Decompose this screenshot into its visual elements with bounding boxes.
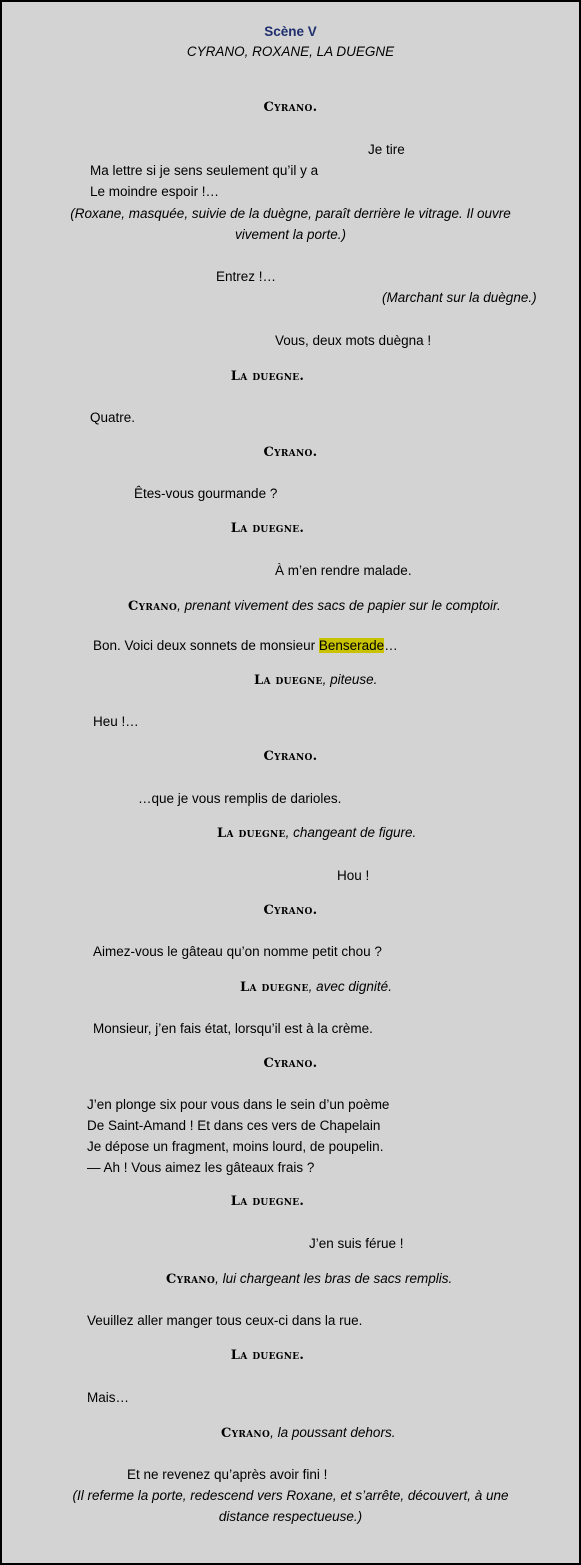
verse-line: Veuillez aller manger tous ceux-ci dans la rue. bbox=[87, 1313, 363, 1328]
speaker-heading: La duegne. bbox=[230, 369, 305, 384]
verse-line: Hou ! bbox=[337, 868, 370, 883]
speaker-heading bbox=[128, 597, 501, 616]
verse-line: Aimez-vous le gâteau qu’on nomme petit chou ? bbox=[93, 944, 382, 959]
highlighted-word: Benserade bbox=[318, 638, 385, 653]
verse-line: J’en suis férue ! bbox=[309, 1236, 404, 1251]
speaker-name: La duegne bbox=[254, 673, 323, 688]
stage-direction: (Marchant sur la duègne.) bbox=[382, 290, 537, 305]
verse-line: À m’en rendre malade. bbox=[275, 563, 412, 578]
verse-line: — Ah ! Vous aimez les gâteaux frais ? bbox=[87, 1160, 315, 1175]
speaker-name: Cyrano bbox=[221, 1426, 271, 1441]
verse-text: … bbox=[384, 638, 398, 653]
scene-title: Scène V bbox=[264, 24, 317, 39]
verse-line: Heu !… bbox=[93, 714, 139, 729]
speaker-name: La duegne bbox=[217, 826, 286, 841]
stage-direction: , prenant vivement des sacs de papier sur le comptoir. bbox=[177, 598, 501, 613]
verse-line: Quatre. bbox=[90, 410, 136, 425]
verse-line: Êtes-vous gourmande ? bbox=[134, 486, 278, 501]
speaker-heading: La duegne. bbox=[230, 521, 305, 536]
speaker-heading: La duegne. bbox=[230, 1348, 305, 1363]
stage-direction: , piteuse. bbox=[322, 672, 378, 687]
verse-line: Je tire bbox=[368, 142, 405, 157]
verse-line: …que je vous remplis de darioles. bbox=[138, 791, 342, 806]
speaker-heading bbox=[217, 824, 416, 843]
verse-line: Vous, deux mots duègna ! bbox=[275, 333, 432, 348]
speaker-name: La duegne bbox=[240, 980, 309, 995]
speaker-heading bbox=[254, 671, 377, 690]
verse-line: Mais… bbox=[87, 1390, 130, 1405]
speaker-name: Cyrano bbox=[166, 1272, 216, 1287]
verse-line bbox=[93, 637, 398, 655]
stage-direction: (Roxane, masquée, suivie de la duègne, paraît derrière le vitrage. Il ouvre bbox=[70, 206, 511, 221]
speaker-heading: Cyrano. bbox=[263, 1056, 318, 1071]
verse-line: Monsieur, j’en fais état, lorsqu’il est à la crème. bbox=[93, 1021, 373, 1036]
verse-line: Ma lettre si je sens seulement qu’il y a bbox=[90, 163, 319, 178]
verse-line: J’en plonge six pour vous dans le sein d’un poème bbox=[87, 1097, 390, 1112]
stage-direction: , avec dignité. bbox=[308, 979, 392, 994]
speaker-heading bbox=[240, 978, 392, 997]
stage-direction: distance respectueuse.) bbox=[218, 1509, 363, 1524]
verse-line: Je dépose un fragment, moins lourd, de poupelin. bbox=[87, 1139, 384, 1154]
scene-characters: CYRANO, ROXANE, LA DUEGNE bbox=[186, 44, 395, 59]
stage-direction: , lui chargeant les bras de sacs remplis. bbox=[215, 1271, 453, 1286]
verse-line: Le moindre espoir !… bbox=[90, 184, 220, 199]
speaker-heading bbox=[166, 1270, 452, 1289]
verse-line: Entrez !… bbox=[216, 269, 277, 284]
speaker-heading: La duegne. bbox=[230, 1194, 305, 1209]
verse-text: Bon. Voici deux sonnets de monsieur bbox=[93, 638, 319, 653]
speaker-heading: Cyrano. bbox=[263, 100, 318, 115]
stage-direction: , changeant de figure. bbox=[285, 825, 417, 840]
verse-line: Et ne revenez qu’après avoir fini ! bbox=[127, 1467, 328, 1482]
speaker-heading: Cyrano. bbox=[263, 445, 318, 460]
stage-direction: vivement la porte.) bbox=[234, 227, 347, 242]
speaker-heading: Cyrano. bbox=[263, 903, 318, 918]
speaker-heading: Cyrano. bbox=[263, 749, 318, 764]
verse-line: De Saint-Amand ! Et dans ces vers de Chapelain bbox=[87, 1118, 381, 1133]
stage-direction: , la poussant dehors. bbox=[270, 1425, 396, 1440]
speaker-heading bbox=[221, 1424, 395, 1443]
speaker-name: Cyrano bbox=[128, 599, 178, 614]
stage-direction: (Il referme la porte, redescend vers Roxane, et s’arrête, découvert, à une bbox=[72, 1488, 509, 1503]
